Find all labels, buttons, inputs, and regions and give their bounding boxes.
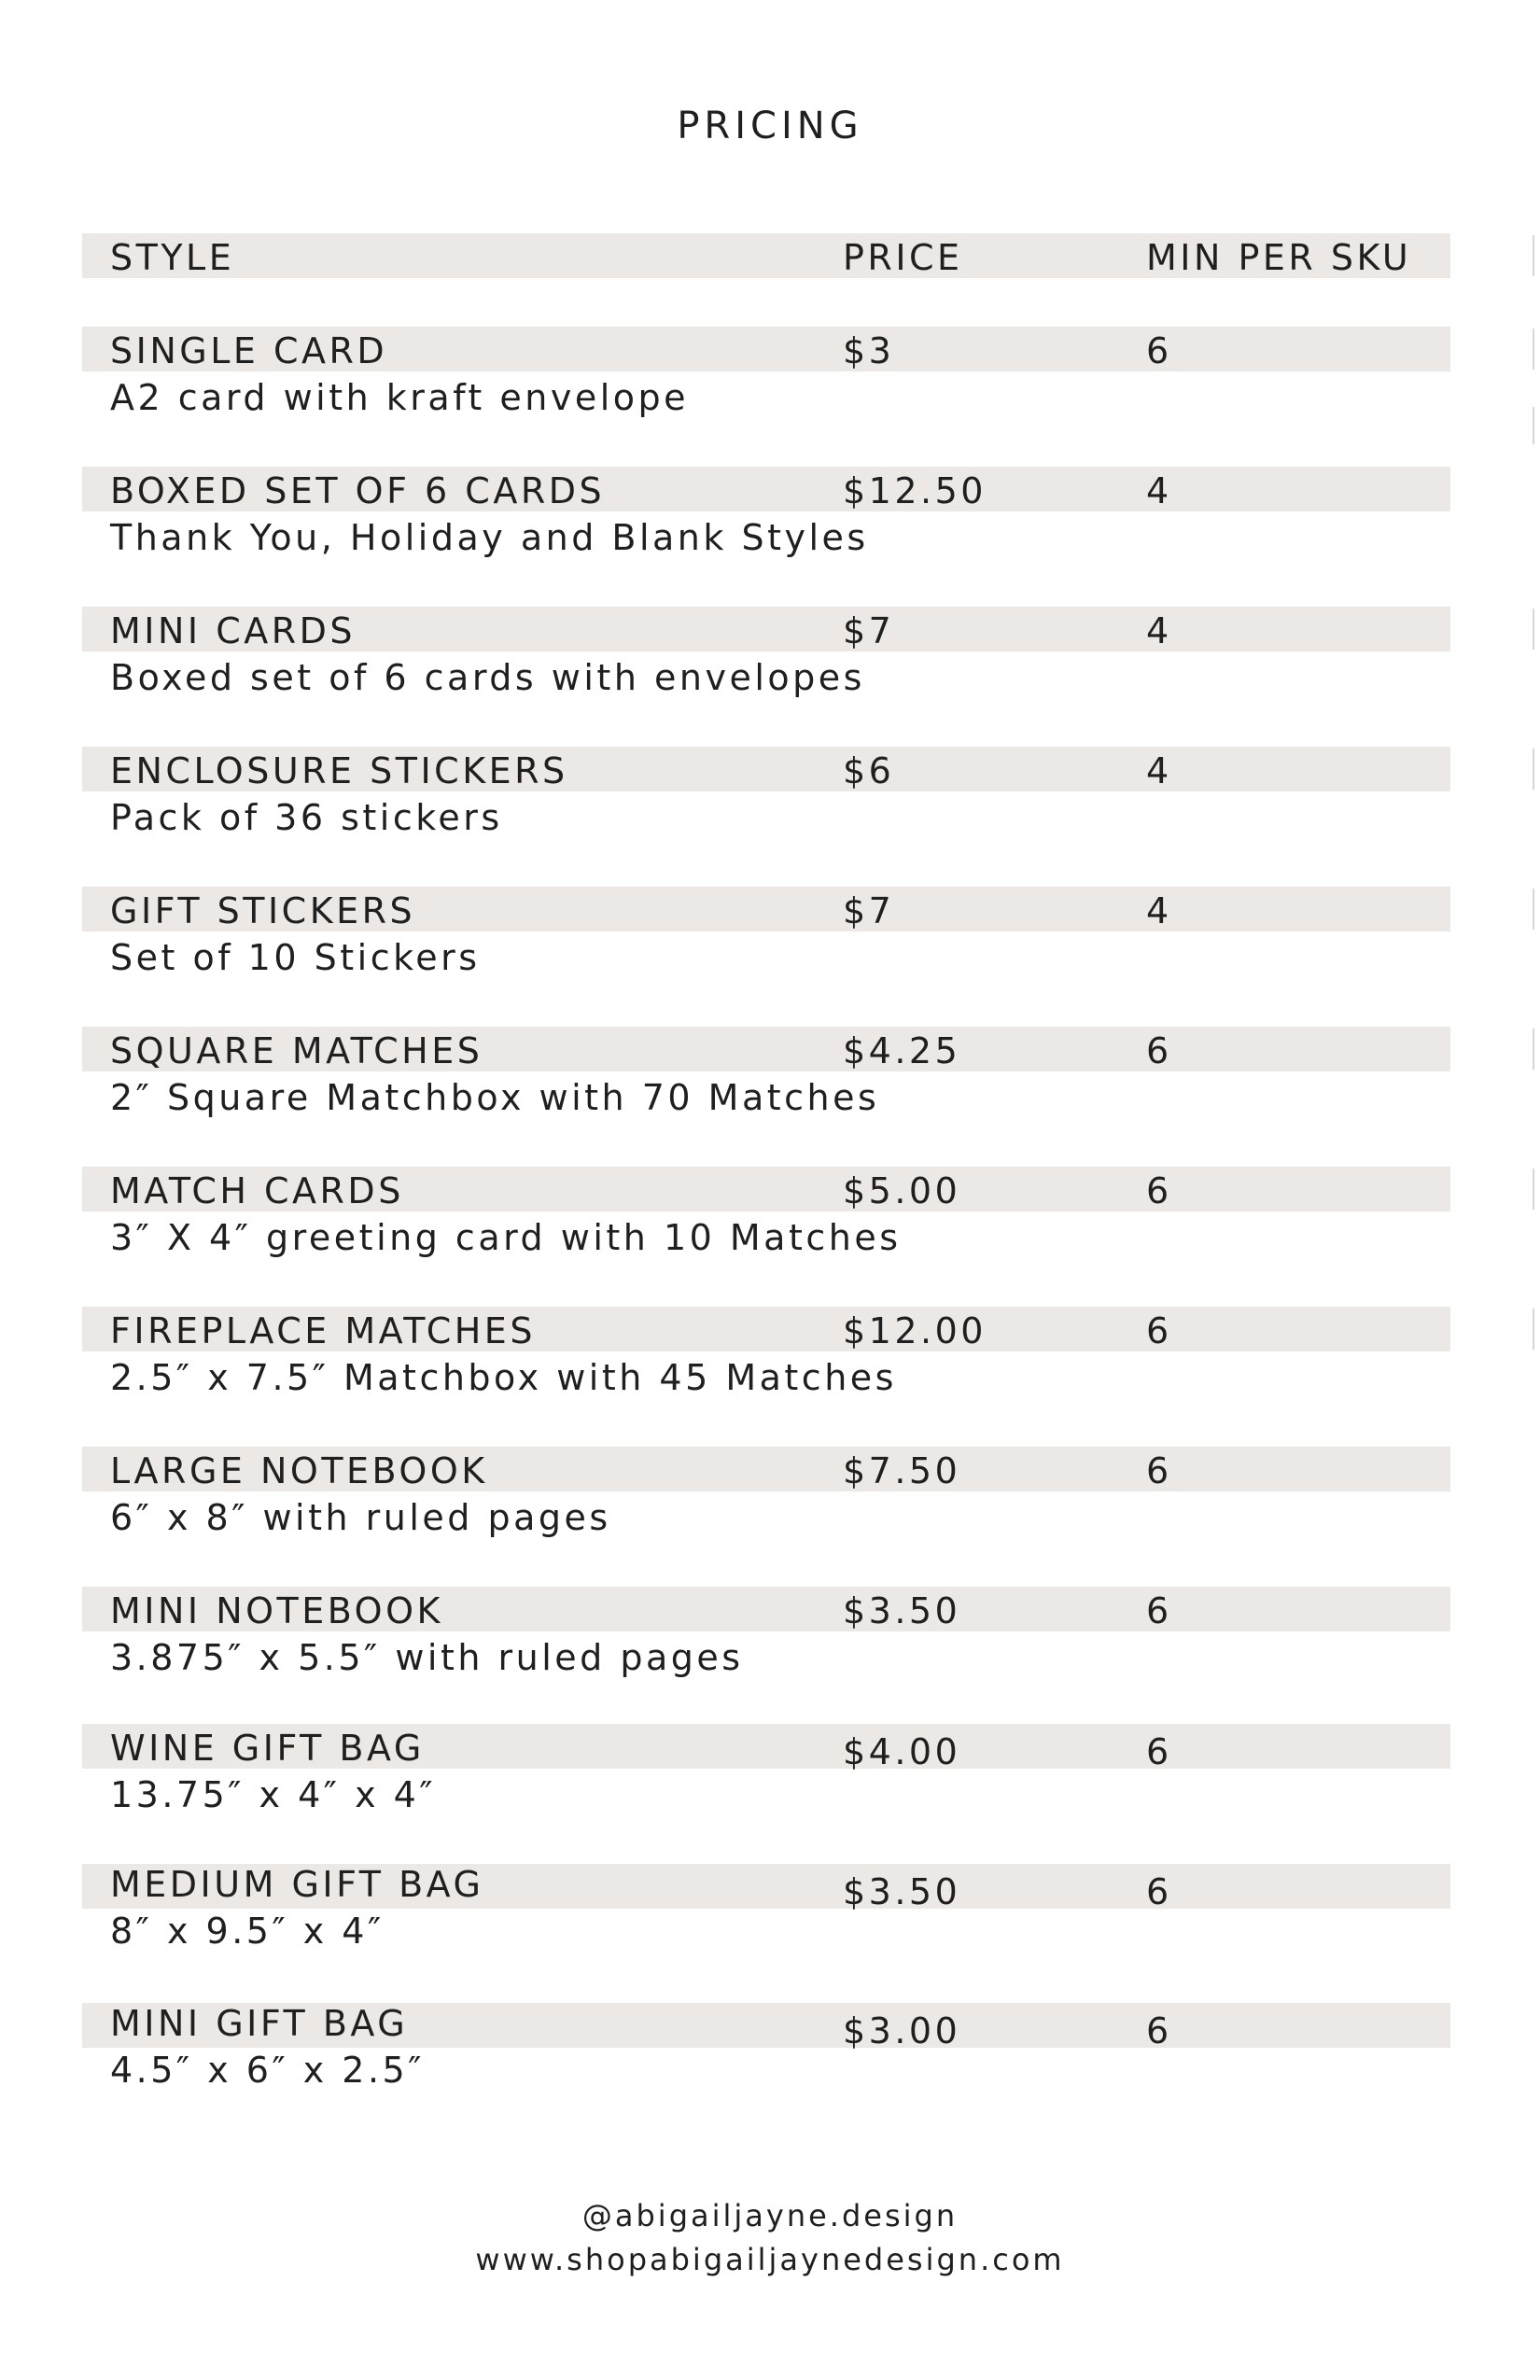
edge-mark: [1533, 889, 1534, 930]
item-description: 3.875″ x 5.5″ with ruled pages: [110, 1637, 744, 1678]
item-price: $7.50: [843, 1450, 961, 1491]
item-price: $7: [843, 890, 895, 931]
edge-mark: [1533, 609, 1534, 650]
item-name: MINI CARDS: [110, 610, 357, 651]
page-title: PRICING: [677, 105, 863, 147]
item-price: $4.25: [843, 1030, 961, 1071]
edge-mark: [1533, 1309, 1534, 1350]
item-min: 4: [1146, 470, 1172, 511]
item-price: $12.50: [843, 470, 987, 511]
item-price: $4.00: [843, 1731, 961, 1772]
item-name: MINI GIFT BAG: [110, 2003, 409, 2044]
item-description: 2.5″ x 7.5″ Matchbox with 45 Matches: [110, 1357, 897, 1398]
item-min: 6: [1146, 1450, 1172, 1491]
footer-handle[interactable]: @abigailjayne.design: [581, 2198, 959, 2233]
header-price: PRICE: [843, 237, 963, 278]
item-price: $12.00: [843, 1310, 987, 1351]
item-min: 6: [1146, 1731, 1172, 1772]
item-min: 6: [1146, 330, 1172, 371]
item-description: Thank You, Holiday and Blank Styles: [110, 517, 869, 558]
footer-website[interactable]: www.shopabigailjaynedesign.com: [475, 2242, 1065, 2277]
item-name: GIFT STICKERS: [110, 890, 416, 931]
item-price: $3.00: [843, 2010, 961, 2051]
edge-mark: [1533, 407, 1534, 444]
item-price: $7: [843, 610, 895, 651]
item-min: 6: [1146, 1871, 1172, 1912]
item-name: WINE GIFT BAG: [110, 1728, 425, 1769]
item-description: 6″ x 8″ with ruled pages: [110, 1497, 611, 1538]
item-price: $3: [843, 330, 895, 371]
item-description: Pack of 36 stickers: [110, 797, 503, 838]
item-name: MEDIUM GIFT BAG: [110, 1864, 484, 1905]
edge-mark: [1533, 235, 1534, 276]
item-name: BOXED SET OF 6 CARDS: [110, 470, 606, 511]
header-style: STYLE: [110, 237, 235, 278]
item-name: SINGLE CARD: [110, 330, 388, 371]
item-name: MINI NOTEBOOK: [110, 1590, 443, 1631]
item-min: 4: [1146, 890, 1172, 931]
item-name: MATCH CARDS: [110, 1170, 404, 1211]
item-price: $6: [843, 750, 895, 791]
item-description: 13.75″ x 4″ x 4″: [110, 1774, 437, 1815]
item-min: 6: [1146, 1170, 1172, 1211]
edge-mark: [1533, 329, 1534, 370]
item-description: Set of 10 Stickers: [110, 937, 481, 978]
item-min: 6: [1146, 1030, 1172, 1071]
item-description: A2 card with kraft envelope: [110, 377, 690, 418]
edge-mark: [1533, 1029, 1534, 1070]
item-name: FIREPLACE MATCHES: [110, 1310, 536, 1351]
item-description: 8″ x 9.5″ x 4″: [110, 1911, 385, 1952]
item-name: ENCLOSURE STICKERS: [110, 750, 568, 791]
edge-mark: [1533, 1169, 1534, 1210]
edge-mark: [1533, 749, 1534, 790]
item-min: 6: [1146, 1590, 1172, 1631]
item-min: 6: [1146, 2010, 1172, 2051]
item-price: $5.00: [843, 1170, 961, 1211]
header-min-per-sku: MIN PER SKU: [1146, 237, 1412, 278]
item-price: $3.50: [843, 1871, 961, 1912]
item-min: 4: [1146, 610, 1172, 651]
item-name: LARGE NOTEBOOK: [110, 1450, 488, 1491]
item-description: Boxed set of 6 cards with envelopes: [110, 657, 865, 698]
item-name: SQUARE MATCHES: [110, 1030, 483, 1071]
item-min: 4: [1146, 750, 1172, 791]
item-description: 4.5″ x 6″ x 2.5″: [110, 2050, 425, 2091]
item-price: $3.50: [843, 1590, 961, 1631]
item-description: 3″ X 4″ greeting card with 10 Matches: [110, 1217, 902, 1258]
item-description: 2″ Square Matchbox with 70 Matches: [110, 1077, 880, 1118]
item-min: 6: [1146, 1310, 1172, 1351]
